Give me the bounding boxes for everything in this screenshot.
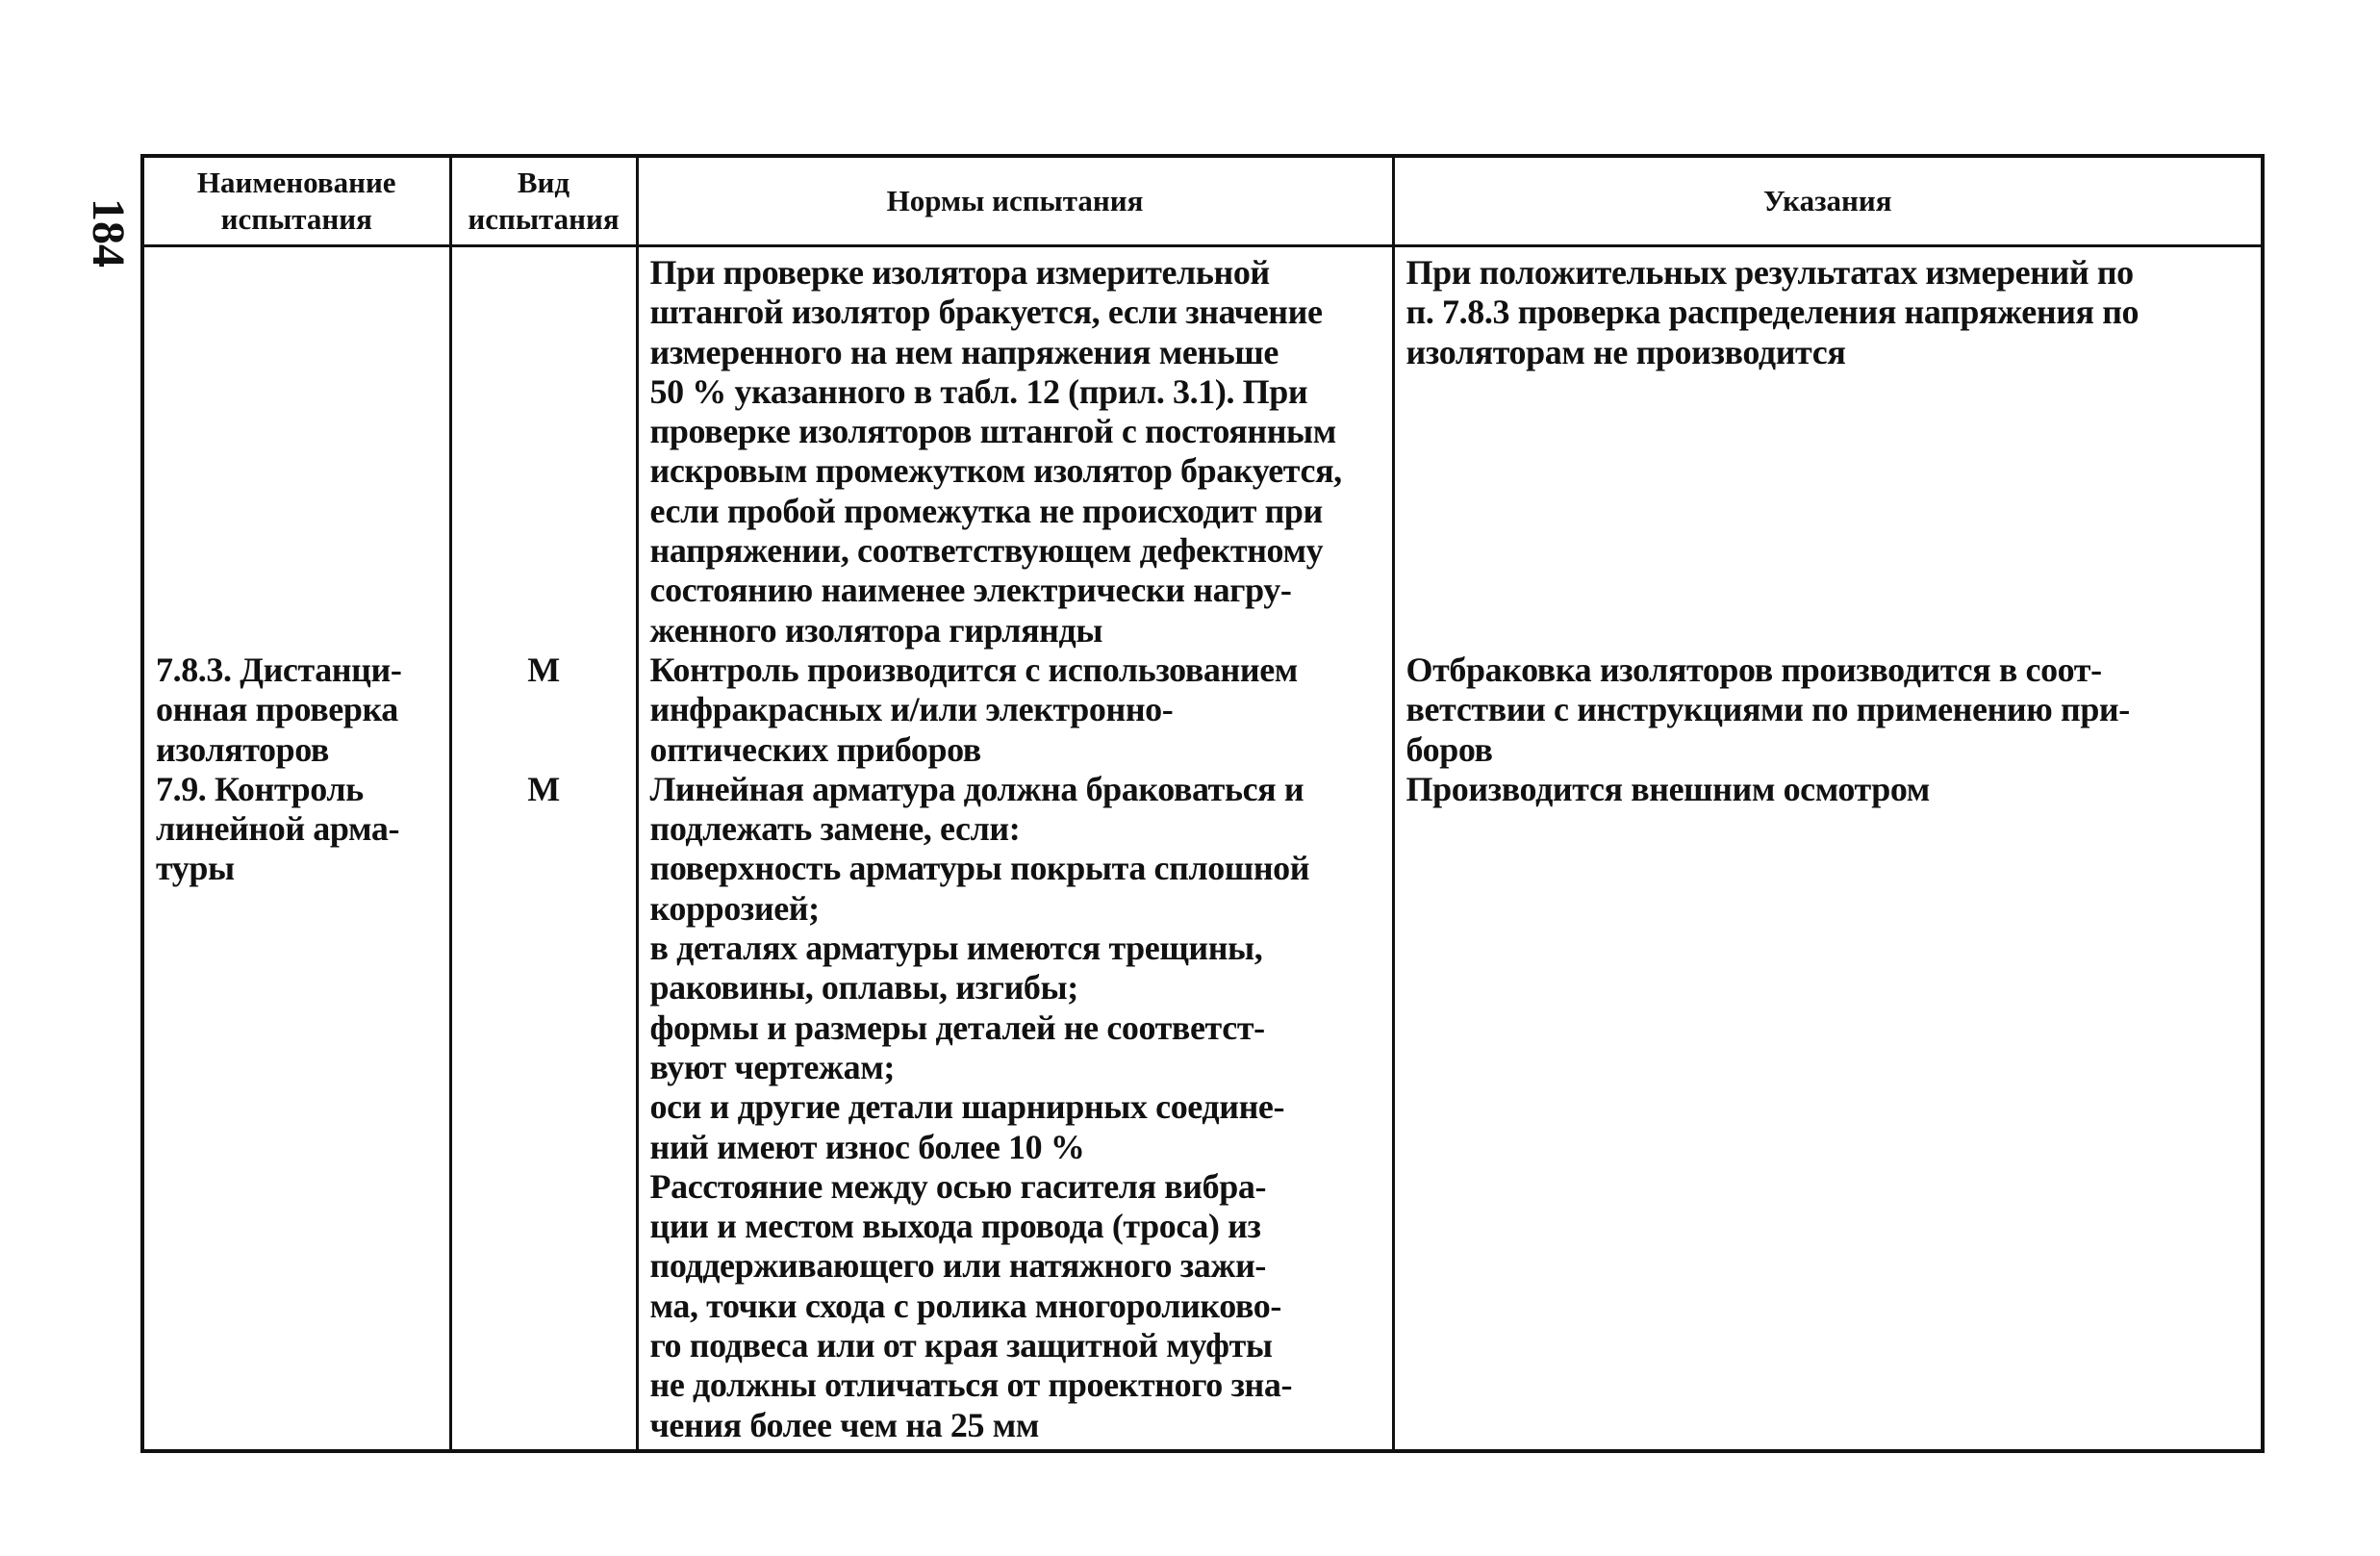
page-number: 184	[83, 198, 134, 268]
table-row	[142, 650, 2263, 770]
cell-test-type: М	[450, 770, 637, 1451]
cell-notes: Отбраковка изоляторов производится в соот- ветствии с инструкциями по применению при- боров	[1393, 650, 2263, 770]
cell-test-norms: При проверке изолятора измерительной штангой изолятор бракуется, если значение измеренного на нем напряжения меньше 50 % указанного в табл. 12 (прил. 3.1). При проверке изоляторов штангой с постоянным искровым промежутком изолятор бракуется, если пробой промежутка не происходит при напряжении, соответствующем дефектному состоянию наименее электрически нагру- женного изолятора гирлянды	[637, 246, 1393, 650]
test-norms-table	[140, 154, 2265, 1453]
table-header-row	[142, 156, 2263, 246]
cell-test-type	[450, 246, 637, 650]
header-test-name: Наименование испытания	[142, 156, 450, 246]
cell-test-norms: Контроль производится с использованием инфракрасных и/или электронно- оптических приборов	[637, 650, 1393, 770]
cell-test-norms: Линейная арматура должна браковаться и подлежать замене, если: поверхность арматуры покрыта сплошной коррозией; в деталях арматуры имеются трещины, раковины, оплавы, изгибы; формы и размеры деталей не соответст- вуют чертежам; оси и другие детали шарнирных соедине- ний имеют износ более 10 % Расстояние между осью гасителя вибра- ции и местом выхода провода (троса) из поддерживающего или натяжного зажи- ма, точки схода с ролика многороликово- го подвеса или от края защитной муфты не должны отличаться от проектного зна- чения более чем на 25 мм	[637, 770, 1393, 1451]
cell-test-name	[142, 246, 450, 650]
cell-test-name: 7.9. Контроль линейной арма- туры	[142, 770, 450, 1451]
cell-test-type: М	[450, 650, 637, 770]
table-row	[142, 246, 2263, 650]
header-test-norms: Нормы испытания	[637, 156, 1393, 246]
header-test-type: Вид испытания	[450, 156, 637, 246]
cell-notes: Производится внешним осмотром	[1393, 770, 2263, 1451]
cell-notes: При положительных результатах измерений по п. 7.8.3 проверка распределения напряжения по изоляторам не производится	[1393, 246, 2263, 650]
cell-test-name: 7.8.3. Дистанци- онная проверка изоляторов	[142, 650, 450, 770]
table-row	[142, 770, 2263, 1451]
header-notes: Указания	[1393, 156, 2263, 246]
